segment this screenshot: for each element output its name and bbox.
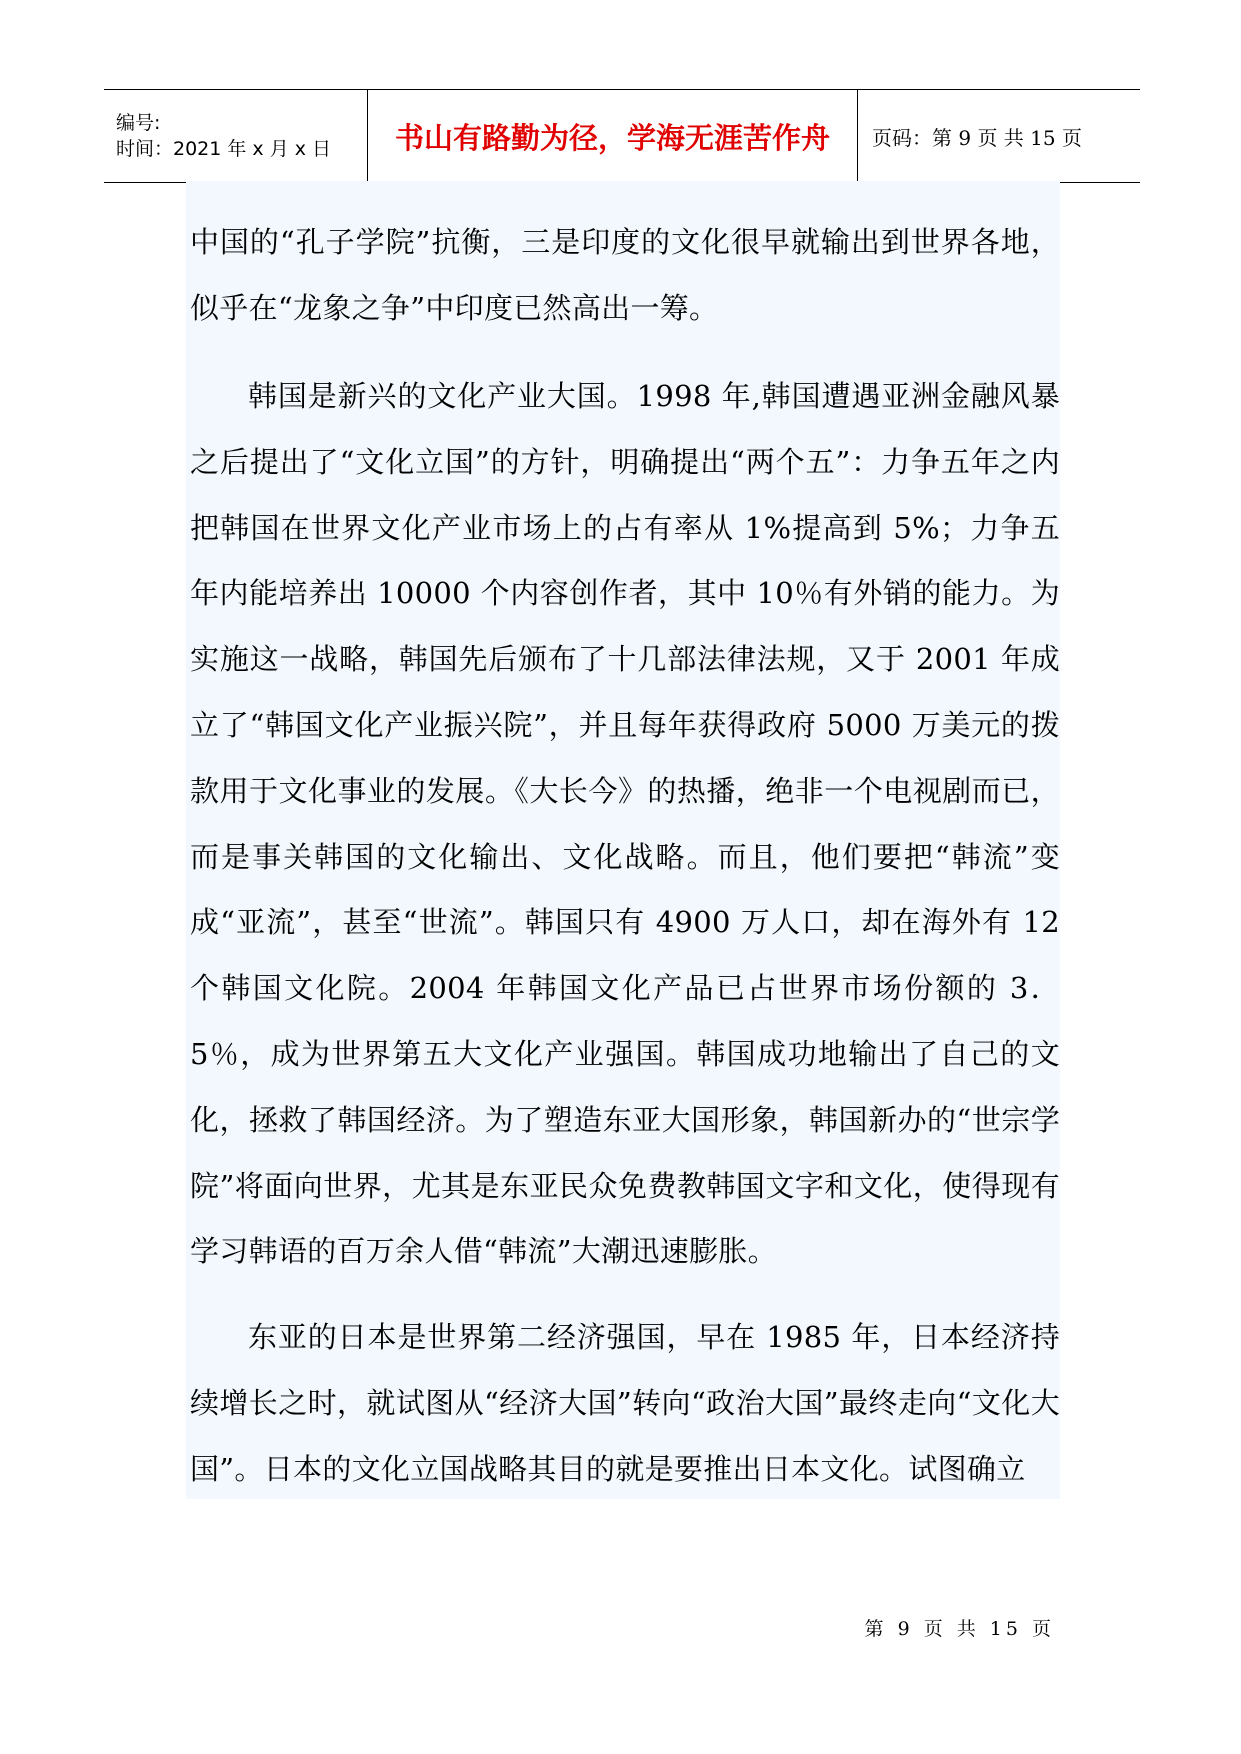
page-footer: 第 9 页 共 15 页 [864, 1618, 1055, 1640]
page-header [104, 89, 1140, 183]
document-time-label: 时间：2021 年 x 月 x 日 [116, 138, 332, 160]
body-paragraph-1: 中国的“孔子学院”抗衡，三是印度的文化很早就输出到世界各地，似乎在“龙象之争”中印度已然高出一筹。 [190, 225, 1060, 325]
document-number-label: 编号: [116, 112, 161, 134]
header-meta [104, 90, 368, 182]
body-paragraph-2: 韩国是新兴的文化产业大国。1998 年,韩国遭遇亚洲金融风暴之后提出了“文化立国”的方针，明确提出“两个五”：力争五年之内把韩国在世界文化产业市场上的占有率从 1%提高到 5%；力争五年内能培养出 10000 个内容创作者，其中 10％有外销的能力。为实施这一战略，韩国先后颁布了十几部法律法规，又于 2001 年成立了“韩国文化产业振兴院”，并且每年获得政府 5000 万美元的拨款用于文化事业的发展。《大长今》的热播，绝非一个电视剧而已，而是事关韩国的文化输出、文化战略。而且，他们要把“韩流”变成“亚流”，甚至“世流”。韩国只有 4900 万人口，却在海外有 12 个韩国文化院。2004 年韩国文化产品已占世界市场份额的 3．5％，成为世界第五大文化产业强国。韩国成功地输出了自己的文化，拯救了韩国经济。为了塑造东亚大国形象，韩国新办的“世宗学院”将面向世界，尤其是东亚民众免费教韩国文字和文化，使得现有学习韩语的百万余人借“韩流”大潮迅速膨胀。 [190, 379, 1060, 1269]
body-paragraph-3: 东亚的日本是世界第二经济强国，早在 1985 年，日本经济持续增长之时，就试图从“经济大国”转向“政治大国”最终走向“文化大国”。日本的文化立国战略其目的就是要推出日本文化。试图确立 [190, 1320, 1060, 1486]
header-page-info: 页码：第 9 页 共 15 页 [872, 125, 1082, 150]
header-slogan: 书山有路勤为径，学海无涯苦作舟 [368, 90, 858, 182]
